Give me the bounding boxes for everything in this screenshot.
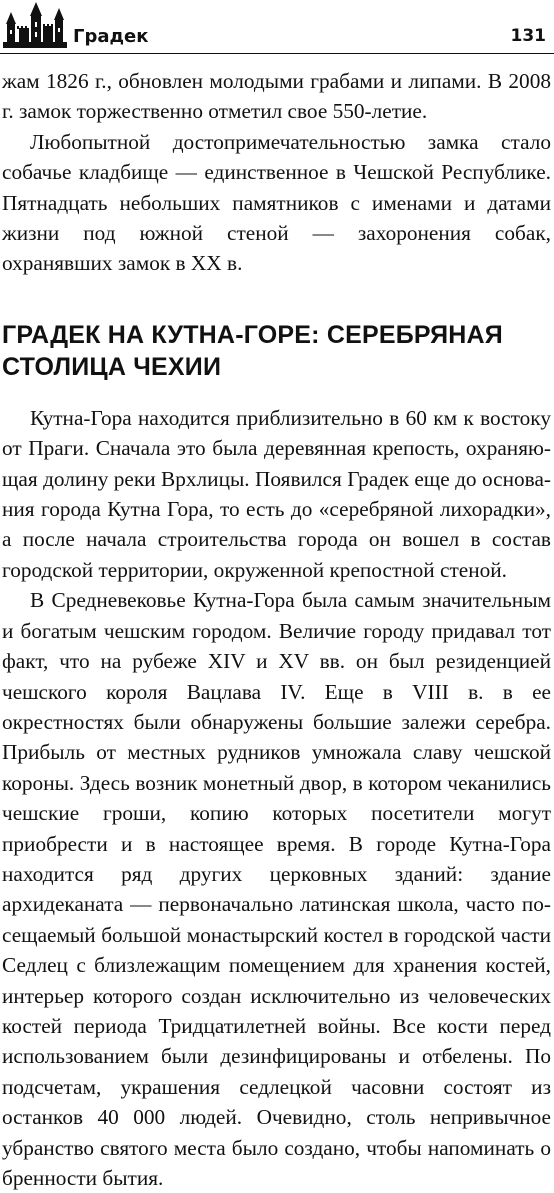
paragraph-dog-cemetery: Любопытной достопримечательностью замка стало собачье кладбище — единственное в Чешской Республике. Пятнадцать небольших памятников с именами и датами жизни под южной стеной — захоронения собак, охранявших замок в XX в. xyxy=(2,129,551,276)
header-rule xyxy=(0,53,554,54)
page-body xyxy=(2,66,551,1193)
castle-icon xyxy=(3,2,67,48)
running-title: Градек xyxy=(73,26,149,47)
paragraph-continued: жам 1826 г., обновлен молодыми грабами и липами. В 2008 г. замок торжественно отметил свое 550-летие. xyxy=(2,69,551,124)
page-number: 131 xyxy=(510,26,546,46)
section-heading: ГРАДЕК НА КУТНА-ГОРЕ: СЕРЕБРЯНАЯ СТОЛИЦА ЧЕХИИ xyxy=(2,320,503,381)
paragraph-location: Кутна-Гора находится приблизительно в 60 км к востоку от Праги. Сначала это была деревянная крепость, охраняющая долину реки Врхлицы. Появился Градек еще до основания города Кутна Гора, то есть до «серебряной лихорадки», а после начала строительства города он вошел в состав городской территории, окруженной крепостной стеной. xyxy=(2,405,551,582)
paragraph-history: В Средневековье Кутна-Гора была самым значительным и богатым чешским городом. Величие городу придавал тот факт, что на рубеже XIV и XV вв. он был резиденцией чешского короля Вацлава IV. Еще в VIII в. в ее окрестностях были обнаружены большие залежи серебра. Прибыль от местных рудников умножала славу чешской короны. Здесь возник монетный двор, в котором чеканились чешские гроши, копию которых посетители могут приобрести и в настоящее время. В городе Кутна-Гора находится ряд других церковных зданий: здание архидеканата — первоначально латинская школа, часто посещаемый большой монастырский костел в городской части Седлец с близлежащим помещением для хранения костей, интерьер которого создан исключительно из человеческих костей периода Тридцатилетней войны. Все кости перед использованием были дезинфицированы и отбелены. По подсчетам, украшения седлецкой часовни состоят из останков 40 000 людей. Очевидно, столь непривычное убранство святого места было создано, чтобы напоминать о бренности бытия. xyxy=(2,588,551,1190)
page-header xyxy=(0,0,554,56)
